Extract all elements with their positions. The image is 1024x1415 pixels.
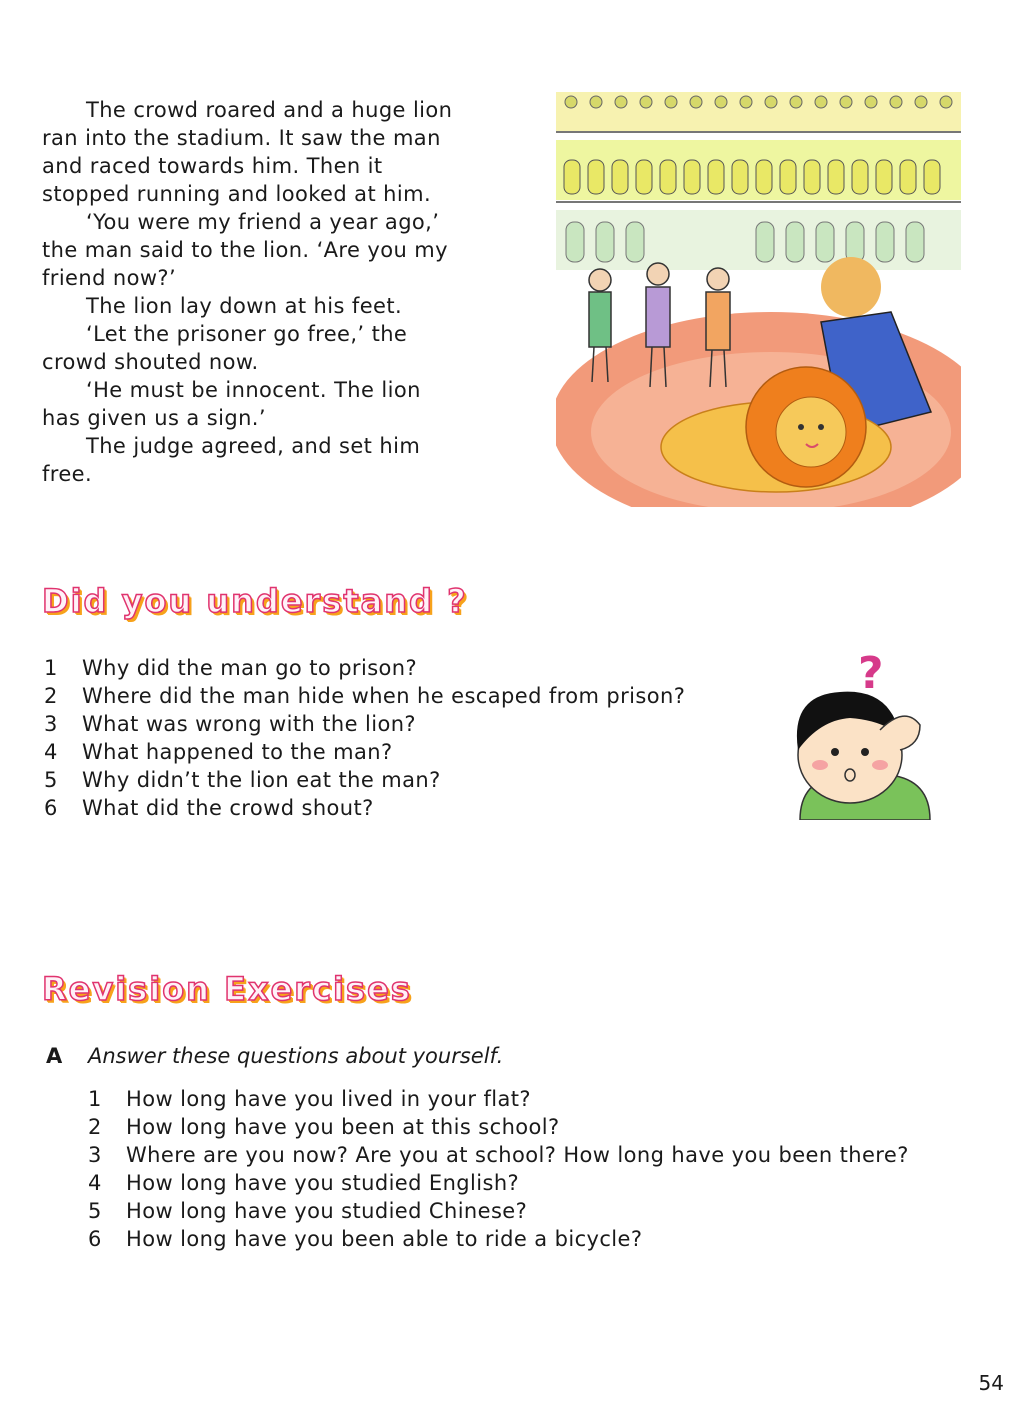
question-text: How long have you been at this school? xyxy=(126,1115,560,1139)
part-letter: A xyxy=(46,1044,63,1068)
question-row xyxy=(88,1141,918,1169)
part-a-instruction xyxy=(46,1042,503,1070)
page-number: 54 xyxy=(978,1371,1004,1395)
question-text: What happened to the man? xyxy=(82,740,393,764)
question-text: How long have you been able to ride a bicycle? xyxy=(126,1227,643,1251)
stadium-lion-illustration xyxy=(556,82,961,507)
question-row xyxy=(88,1085,918,1113)
question-number: 4 xyxy=(44,740,58,764)
comprehension-questions xyxy=(44,654,764,822)
question-row xyxy=(88,1169,918,1197)
question-text: How long have you studied English? xyxy=(126,1171,520,1195)
story-line: has given us a sign.’ xyxy=(42,406,266,430)
story-line: The judge agreed, and set him xyxy=(86,434,421,458)
question-text: How long have you studied Chinese? xyxy=(126,1199,528,1223)
question-row xyxy=(88,1197,918,1225)
question-row xyxy=(44,682,764,710)
question-number: 4 xyxy=(88,1171,102,1195)
question-row xyxy=(88,1225,918,1253)
question-number: 3 xyxy=(88,1143,102,1167)
question-row xyxy=(44,766,764,794)
story-line: The lion lay down at his feet. xyxy=(86,294,403,318)
story-line: ‘He must be innocent. The lion xyxy=(86,378,421,402)
question-number: 1 xyxy=(88,1087,102,1111)
question-number: 3 xyxy=(44,712,58,736)
section-heading-revision-exercises: Revision Exercises xyxy=(42,970,412,1008)
story-line: free. xyxy=(42,462,93,486)
question-row xyxy=(44,654,764,682)
section-heading-did-you-understand: Did you understand ? xyxy=(42,582,468,620)
story-line: crowd shouted now. xyxy=(42,350,259,374)
question-number: 6 xyxy=(44,796,58,820)
story-line: ran into the stadium. It saw the man xyxy=(42,126,441,150)
question-number: 6 xyxy=(88,1227,102,1251)
question-row xyxy=(44,710,764,738)
thinking-boy-illustration xyxy=(780,640,940,820)
story-line: the man said to the lion. ‘Are you my xyxy=(42,238,448,262)
story-line: friend now?’ xyxy=(42,266,177,290)
instruction-text: Answer these questions about yourself. xyxy=(88,1044,504,1068)
question-text: Why didn’t the lion eat the man? xyxy=(82,768,441,792)
question-row xyxy=(44,794,764,822)
revision-questions xyxy=(88,1085,918,1253)
story-line: ‘You were my friend a year ago,’ xyxy=(86,210,440,234)
question-number: 2 xyxy=(88,1115,102,1139)
question-text: What was wrong with the lion? xyxy=(82,712,416,736)
question-text: What did the crowd shout? xyxy=(82,796,374,820)
question-text: Where are you now? Are you at school? How long have you been there? xyxy=(126,1143,909,1167)
story-line: ‘Let the prisoner go free,’ the xyxy=(86,322,408,346)
question-number: 1 xyxy=(44,656,58,680)
story-line: and raced towards him. Then it xyxy=(42,154,383,178)
story-line: stopped running and looked at him. xyxy=(42,182,432,206)
question-number: 5 xyxy=(44,768,58,792)
question-text: Where did the man hide when he escaped from prison? xyxy=(82,684,686,708)
question-number: 2 xyxy=(44,684,58,708)
question-row xyxy=(88,1113,918,1141)
question-row xyxy=(44,738,764,766)
question-mark-icon: ? xyxy=(858,648,884,699)
question-text: How long have you lived in your flat? xyxy=(126,1087,531,1111)
question-text: Why did the man go to prison? xyxy=(82,656,418,680)
question-number: 5 xyxy=(88,1199,102,1223)
story-text xyxy=(42,96,512,488)
story-line: The crowd roared and a huge lion xyxy=(86,98,453,122)
